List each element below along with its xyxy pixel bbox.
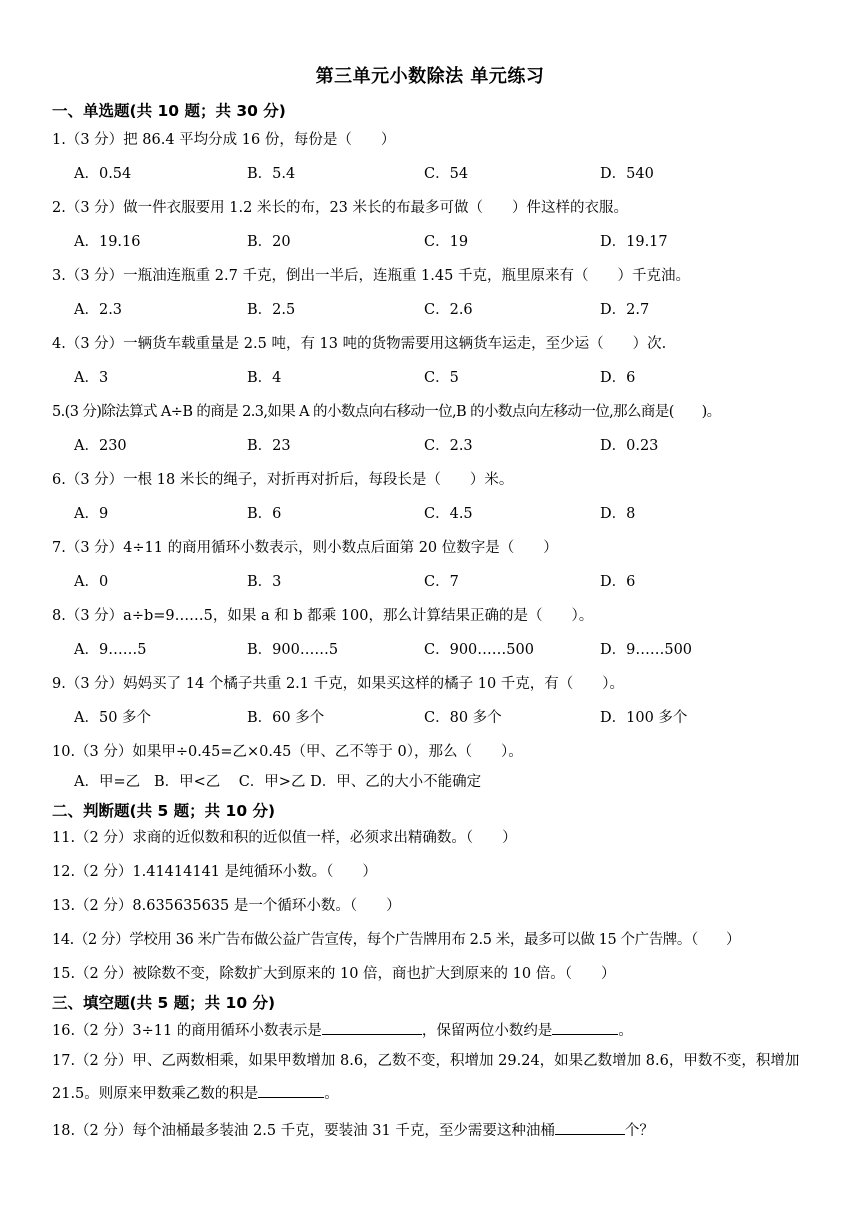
question-10: 10.（3 分）如果甲÷0.45=乙×0.45（甲、乙不等于 0），那么（ ）。	[52, 744, 523, 760]
option-c: C．5	[424, 370, 459, 386]
question-6: 6.（3 分）一根 18 米长的绳子，对折再对折后，每段长是（ ）米。	[52, 472, 514, 488]
question-1-options	[74, 162, 814, 184]
question-16-text-a: 16.（2 分）3÷11 的商用循环小数表示是	[52, 1023, 322, 1039]
question-18-text-b: 个？	[624, 1123, 654, 1139]
option-b: B．4	[247, 370, 282, 386]
question-13: 13.（2 分）8.635635635 是一个循环小数。（ ）	[52, 898, 401, 914]
option-a: A．0	[74, 574, 109, 590]
option-b: B．23	[247, 438, 291, 454]
question-12: 12.（2 分）1.41414141 是纯循环小数。（ ）	[52, 864, 377, 880]
option-b: B．60 多个	[247, 710, 325, 726]
answer-blank[interactable]	[555, 1120, 625, 1135]
question-11: 11.（2 分）求商的近似数和积的近似值一样，必须求出精确数。（ ）	[52, 830, 517, 846]
question-4: 4.（3 分）一辆货车载重量是 2.5 吨，有 13 吨的货物需要用这辆货车运走，至少运（ ）次.	[52, 336, 667, 352]
option-c: C．7	[424, 574, 459, 590]
option-a: A．9	[74, 506, 109, 522]
answer-blank[interactable]	[322, 1020, 422, 1035]
question-5-options	[74, 434, 814, 456]
answer-blank[interactable]	[258, 1083, 324, 1098]
option-d: D．6	[600, 370, 636, 386]
option-c: C．2.3	[424, 438, 473, 454]
option-d: D．100 多个	[600, 710, 688, 726]
option-d: D．6	[600, 574, 636, 590]
option-b: B．6	[247, 506, 282, 522]
section-heading-single-choice: 一、单选题(共 10 题；共 30 分)	[52, 102, 286, 120]
option-a: A．50 多个	[74, 710, 152, 726]
question-16-text-b: ，保留两位小数约是	[421, 1023, 553, 1039]
option-a: A．0.54	[74, 166, 132, 182]
question-1: 1.（3 分）把 86.4 平均分成 16 份，每份是（ ）	[52, 132, 396, 148]
section-heading-true-false: 二、判断题(共 5 题；共 10 分)	[52, 802, 276, 820]
question-7: 7.（3 分）4÷11 的商用循环小数表示，则小数点后面第 20 位数字是（ ）	[52, 540, 558, 556]
question-17-text-a: 17.（2 分）甲、乙两数相乘，如果甲数增加 8.6，乙数不变，积增加 29.24，如果乙数增加 8.6，甲数不变，积增加 21.5。则原来甲数乘乙数的积是	[52, 1053, 800, 1102]
question-15: 15.（2 分）被除数不变，除数扩大到原来的 10 倍，商也扩大到原来的 10 倍。（ ）	[52, 966, 616, 982]
question-17-text-b: 。	[324, 1086, 339, 1102]
question-7-options	[74, 570, 814, 592]
option-d: D．0.23	[600, 438, 659, 454]
question-2: 2.（3 分）做一件衣服要用 1.2 米长的布，23 米长的布最多可做（ ）件这样的衣服。	[52, 200, 629, 216]
option-c: C．80 多个	[424, 710, 502, 726]
question-6-options	[74, 502, 814, 524]
question-14: 14.（2 分）学校用 36 米广告布做公益广告宣传，每个广告牌用布 2.5 米，最多可以做 15 个广告牌。（ ）	[52, 932, 741, 948]
page-title: 第三单元小数除法 单元练习	[315, 66, 545, 87]
answer-blank[interactable]	[552, 1020, 618, 1035]
option-b: B．甲<乙	[153, 774, 221, 790]
option-d: D．9……500	[600, 642, 693, 658]
option-a: A．甲=乙	[74, 774, 141, 790]
option-d: D．2.7	[600, 302, 650, 318]
option-d: D．甲、乙的大小不能确定	[310, 774, 482, 790]
question-2-options	[74, 230, 814, 252]
option-b: B．20	[247, 234, 291, 250]
option-b: B．2.5	[247, 302, 296, 318]
question-16	[52, 1019, 820, 1040]
question-10-options	[74, 770, 814, 792]
option-c: C．900……500	[424, 642, 534, 658]
question-18-text-a: 18.（2 分）每个油桶最多装油 2.5 千克，要装油 31 千克，至少需要这种油桶	[52, 1123, 555, 1139]
option-a: A．230	[74, 438, 127, 454]
section-heading-fill-blank: 三、填空题(共 5 题；共 10 分)	[52, 994, 276, 1012]
question-3: 3.（3 分）一瓶油连瓶重 2.7 千克，倒出一半后，连瓶重 1.45 千克，瓶里原来有（ ）千克油。	[52, 268, 690, 284]
option-b: B．900……5	[247, 642, 339, 658]
question-16-text-c: 。	[618, 1023, 633, 1039]
option-a: A．3	[74, 370, 109, 386]
option-b: B．3	[247, 574, 282, 590]
question-3-options	[74, 298, 814, 320]
option-c: C．54	[424, 166, 469, 182]
option-c: C．甲>乙	[238, 774, 306, 790]
option-d: D．540	[600, 166, 654, 182]
option-d: D．19.17	[600, 234, 668, 250]
question-8: 8.（3 分）a÷b=9……5，如果 a 和 b 都乘 100，那么计算结果正确的是（ ）。	[52, 608, 594, 624]
option-a: A．9……5	[74, 642, 147, 658]
question-8-options	[74, 638, 814, 660]
question-9-options	[74, 706, 814, 728]
question-9: 9.（3 分）妈妈买了 14 个橘子共重 2.1 千克，如果买这样的橘子 10 千克，有（ ）。	[52, 676, 625, 692]
question-4-options	[74, 366, 814, 388]
option-a: A．2.3	[74, 302, 123, 318]
question-5: 5.(3 分)除法算式 A÷B 的商是 2.3,如果 A 的小数点向右移动一位,B 的小数点向左移动一位,那么商是( )。	[52, 404, 721, 420]
question-17	[52, 1045, 812, 1111]
option-b: B．5.4	[247, 166, 296, 182]
option-c: C．4.5	[424, 506, 473, 522]
option-c: C．19	[424, 234, 469, 250]
question-18	[52, 1119, 820, 1140]
option-c: C．2.6	[424, 302, 473, 318]
option-a: A．19.16	[74, 234, 141, 250]
option-d: D．8	[600, 506, 636, 522]
